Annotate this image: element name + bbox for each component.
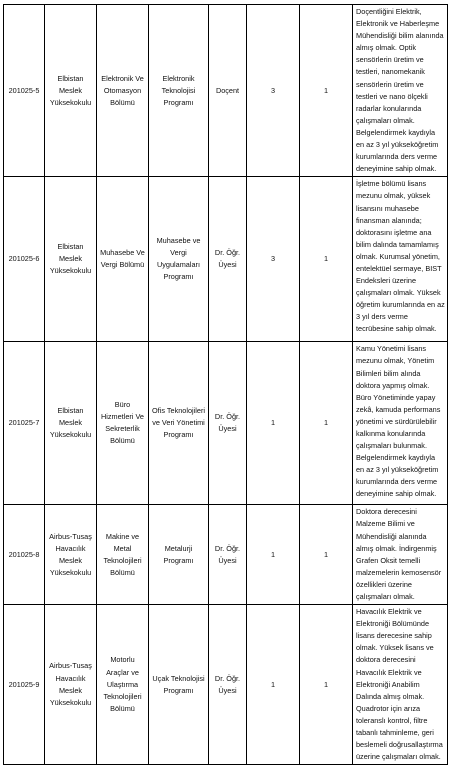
requirements-text: Doktora derecesini Malzeme Bilimi ve Mühendisliği alanında almış olmak. İndirgenmiş Grafen Oksit temelli malzemelerin kemosensör özellikleri üzerine çalışmaları olmak.	[353, 505, 448, 605]
program-name: Ofis Teknolojileri ve Veri Yönetimi Programı	[149, 342, 209, 505]
program-name: Metalurji Programı	[149, 505, 209, 605]
school-name: Elbistan Meslek Yüksekokulu	[45, 5, 97, 177]
posting-code: 201025-8	[4, 505, 45, 605]
department-name: Makine ve Metal Teknolojileri Bölümü	[97, 505, 149, 605]
school-name: Airbus-Tusaş Havacılık Meslek Yüksekokulu	[45, 505, 97, 605]
school-name: Elbistan Meslek Yüksekokulu	[45, 342, 97, 505]
school-name: Airbus-Tusaş Havacılık Meslek Yüksekokulu	[45, 605, 97, 765]
count-b: 1	[300, 342, 353, 505]
positions-table	[3, 4, 448, 765]
table-row	[4, 505, 448, 605]
table-row	[4, 342, 448, 505]
academic-title: Dr. Öğr. Üyesi	[209, 505, 247, 605]
posting-code: 201025-9	[4, 605, 45, 765]
academic-title: Doçent	[209, 5, 247, 177]
count-a: 1	[247, 605, 300, 765]
posting-code: 201025-5	[4, 5, 45, 177]
program-name: Uçak Teknolojisi Programı	[149, 605, 209, 765]
count-b: 1	[300, 177, 353, 342]
count-a: 3	[247, 5, 300, 177]
table-row	[4, 177, 448, 342]
count-a: 3	[247, 177, 300, 342]
program-name: Muhasebe ve Vergi Uygulamaları Programı	[149, 177, 209, 342]
academic-title: Dr. Öğr. Üyesi	[209, 605, 247, 765]
requirements-text: Doçentliğini Elektrik, Elektronik ve Haberleşme Mühendisliği bilim alanında almış olmak. Optik sensörlerin üretim ve testleri, nanomekanik sensörlerin üretim ve testleri ve nano ölçekli radarlar konularında çalışmaları olmak. Belgelendirmek kaydıyla en az 3 yıl yükseköğretim kurumlarında ders verme deneyimine sahip olmak.	[353, 5, 448, 177]
department-name: Elektronik Ve Otomasyon Bölümü	[97, 5, 149, 177]
requirements-text: Kamu Yönetimi lisans mezunu olmak, Yönetim Bilimleri bilim alında doktora yapmış olmak. Büro Yönetiminde yapay zekâ, kamuda performans yönetimi ve sürdürülebilir kalkınma konularında çalışmaları bulunmak. Belgelendirmek kaydıyla en az 3 yıl yükseköğretim kurumlarında ders verme deneyimine sahip olmak.	[353, 342, 448, 505]
department-name: Motorlu Araçlar ve Ulaştırma Teknolojileri Bölümü	[97, 605, 149, 765]
academic-title: Dr. Öğr. Üyesi	[209, 342, 247, 505]
table-row	[4, 605, 448, 765]
count-b: 1	[300, 505, 353, 605]
school-name: Elbistan Meslek Yüksekokulu	[45, 177, 97, 342]
posting-code: 201025-7	[4, 342, 45, 505]
requirements-text: Havacılık Elektrik ve Elektroniği Bölümünde lisans derecesine sahip olmak. Yüksek lisans ve doktora derecesini Havacılık Elektrik ve Elektroniği Anabilim Dalında almış olmak. Quadrotor için arıza toleranslı kontrol, filtre tabanlı tahminleme, geri beslemeli doğrusallaştırma üzerine çalışmaları olmak.	[353, 605, 448, 765]
count-b: 1	[300, 605, 353, 765]
department-name: Muhasebe Ve Vergi Bölümü	[97, 177, 149, 342]
table-row	[4, 5, 448, 177]
academic-title: Dr. Öğr. Üyesi	[209, 177, 247, 342]
department-name: Büro Hizmetleri Ve Sekreterlik Bölümü	[97, 342, 149, 505]
program-name: Elektronik Teknolojisi Programı	[149, 5, 209, 177]
posting-code: 201025-6	[4, 177, 45, 342]
count-b: 1	[300, 5, 353, 177]
requirements-text: İşletme bölümü lisans mezunu olmak, yüksek lisansını muhasebe finansman alanında; doktorasını işletme ana bilim dalında tamamlamış olmak. Kurumsal yönetim, entelektüel sermaye, BIST Endeksleri üzerine çalışmaları olmak. Yüksek öğretim kurumlarında en az 3 yıl ders verme tecrübesine sahip olmak.	[353, 177, 448, 342]
count-a: 1	[247, 342, 300, 505]
count-a: 1	[247, 505, 300, 605]
